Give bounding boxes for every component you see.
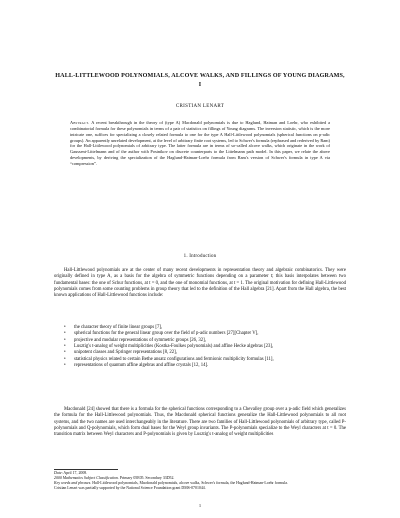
bullet-icon: •	[64, 331, 66, 337]
list-item-text: representations of quantum affine algebras and affine crystals [12, 14].	[74, 363, 209, 369]
intro-text-2: Macdonald [24] showed that there is a formula for the spherical functions corresponding to a Chevalley group over a p-adic field which generalizes the formula for the Hall-Littlewood polynomials. Thus, the Macdonald spherical functions generalize the Hall-Littlewood polynomials to all root systems, and the two names are used interchangeably in the literature. There are two families of Hall-Littlewood polynomials of arbitrary type, called P-polynomials and Q-polynomials, which form dual bases for the Weyl group invariants. The P-polynomials specialize to the Weyl characters at t = 0. The transition matrix between Weyl characters and P-polynomials is given by Lusztig's t-analog of weight multiplicities	[54, 407, 346, 438]
bullet-icon: •	[64, 356, 66, 362]
footnote-keywords-label: Key words and phrases.	[54, 481, 92, 486]
footnote-date-label: Date	[54, 471, 62, 475]
list-item	[64, 363, 346, 369]
footnote-msc-value: Primary 05E05. Secondary 33D52.	[118, 476, 175, 481]
bullet-icon: •	[64, 344, 66, 350]
footnotes	[54, 471, 346, 491]
applications-list	[64, 325, 346, 369]
bullet-icon: •	[64, 325, 66, 330]
section-heading: 1. Introduction	[183, 254, 217, 259]
footnote-keywords-value: Hall-Littlewood polynomials, Macdonald polynomials, alcove walks, Schwer's formula, the Haglund-Haiman-Loehr formula.	[91, 481, 288, 486]
bullet-icon: •	[64, 363, 66, 369]
paper-title: HALL-LITTLEWOOD POLYNOMIALS, ALCOVE WALKS, AND FILLINGS OF YOUNG DIAGRAMS, I	[55, 73, 345, 88]
list-item-text: the character theory of finite linear groups [7],	[74, 325, 163, 330]
abstract-text: A recent breakthrough in the theory of (type A) Macdonald polynomials is due to Haglund, Haiman and Loehr, who exhibited a combinatorial formula for these polynomials in terms of a pair of statistics on fillings of Young diagrams. The inversion statistic, which is the more intricate one, suffices for specializing a closely related formula to one for the type A Hall-Littlewood polynomials (spherical functions on p-adic groups). An apparently unrelated development, at the level of arbitrary finite root systems, led to Schwer's formula (rephrased and rederived by Ram) for the Hall-Littlewood polynomials of arbitrary type. The latter formula are in terms of so-called alcove walks, which originate in the work of Gaussent-Littelmann and of the author with Postnikov on discrete counterparts to the Littelmann path model. In this paper, we relate the above developments, by deriving the specialization of the Haglund-Haiman-Loehr formula from Ram's version of Schwer's formula in type A via “compression”.	[70, 120, 330, 166]
intro-paragraph-1	[54, 268, 346, 300]
bullet-icon: •	[64, 337, 66, 343]
list-item-text: Lusztig's t-analog of weight multiplicities (Kostka-Foulkes polynomials) and affine Hecke algebras [23],	[74, 344, 274, 350]
abstract-label: Abstract.	[70, 120, 90, 125]
list-item-text: projective and modular representations of symmetric groups [26, 32],	[74, 337, 206, 343]
list-item-text: statistical physics related to certain Bethe ansatz configurations and fermionic multiplicity formulas [11],	[74, 356, 274, 362]
footnote-grant: Cristian Lenart was partially supported by the National Science Foundation grant DMS-0701044.	[54, 486, 206, 491]
abstract	[70, 120, 330, 167]
bullet-icon: •	[64, 350, 66, 356]
list-item-text: spherical functions for the general linear group over the field of p-adic numbers [27][Chapter V],	[74, 331, 259, 337]
author-name: CRISTIAN LENART	[175, 104, 225, 109]
page-number: 1	[198, 503, 202, 508]
footnote-date-value: : April 17, 2008.	[61, 471, 88, 475]
list-item-text: unipotent classes and Springer representations [8, 22],	[74, 350, 177, 356]
footnote-msc-label: 2000 Mathematics Subject Classification.	[54, 476, 119, 481]
intro-text-1: Hall-Littlewood polynomials are at the center of many recent developments in representation theory and algebraic combinatorics. They were originally defined in type A, as a basis for the algebra of symmetric functions depending on a parameter t; this basis interpolates between two fundamental bases: the one of Schur functions, at t = 0, and the one of monomial functions, at t = 1. The original motivation for defining Hall-Littlewood polynomials comes from some counting problems in group theory that led to the definition of the Hall algebra [21]. Apart from the Hall algebra, the best known applications of Hall-Littlewood functions include:	[54, 268, 346, 299]
footnote-rule	[54, 469, 118, 470]
intro-paragraph-2	[54, 407, 346, 439]
